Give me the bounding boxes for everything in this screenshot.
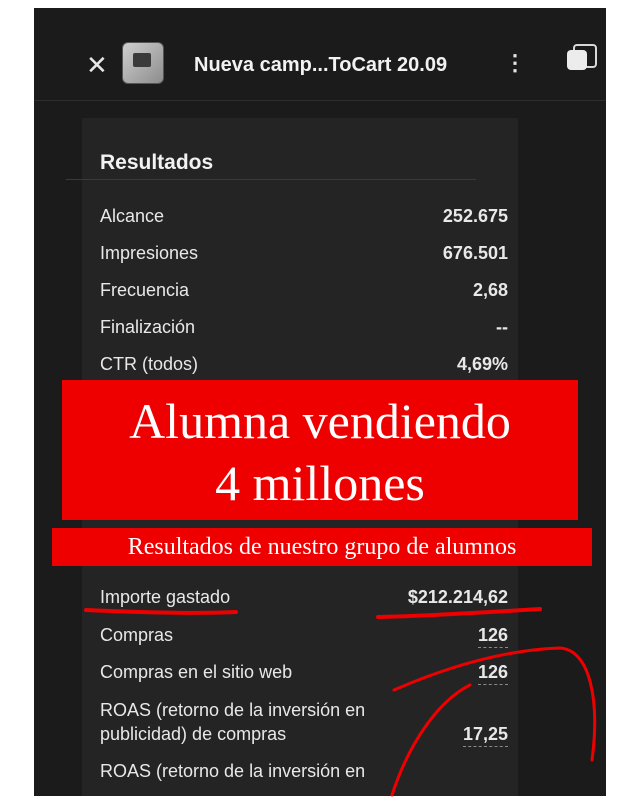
campaign-title: Nueva camp...ToCart 20.09: [194, 54, 448, 76]
metric-row-frecuencia: [100, 280, 508, 310]
headline-banner: [62, 380, 578, 520]
metric-label-line2: publicidad) de compras: [100, 724, 287, 744]
metric-row-compras: [100, 625, 508, 655]
metric-value: 252.675: [442, 206, 508, 226]
metric-label: Compras en el sitio web: [100, 662, 293, 682]
metric-row-alcance: [100, 206, 508, 236]
metric-value[interactable]: 126: [478, 625, 508, 648]
kebab-menu-icon[interactable]: ⋮: [504, 50, 526, 75]
metric-label: ROAS (retorno de la inversión en: [100, 700, 366, 720]
metric-label: Frecuencia: [100, 280, 190, 300]
metric-value: 2,68: [472, 280, 508, 300]
results-heading: Resultados: [100, 151, 214, 174]
banner-line-2: 4 millones: [215, 455, 425, 511]
section-divider: [66, 179, 476, 180]
metric-row-importe-gastado: [100, 587, 508, 617]
banner-line-1: Alumna vendiendo: [129, 393, 511, 449]
metric-label: Alcance: [100, 206, 165, 226]
metric-value[interactable]: 126: [478, 662, 508, 685]
campaign-thumbnail: [122, 42, 164, 84]
metric-label: Importe gastado: [100, 587, 231, 607]
metric-label: Impresiones: [100, 243, 199, 263]
metric-row-impresiones: [100, 243, 508, 273]
metric-row-finalizacion: [100, 317, 508, 347]
top-bar: [34, 8, 606, 101]
metric-value: 4,69%: [456, 354, 508, 374]
close-icon[interactable]: ✕: [86, 50, 108, 80]
metric-value[interactable]: 17,25: [463, 724, 508, 747]
metric-value: --: [496, 317, 508, 337]
copy-icon[interactable]: [566, 42, 596, 72]
metric-row-roas-compras: [100, 700, 508, 760]
metric-label: CTR (todos): [100, 354, 199, 374]
metric-label: ROAS (retorno de la inversión en: [100, 761, 366, 781]
metric-value: $212.214,62: [407, 587, 508, 607]
metric-label: Compras: [100, 625, 174, 645]
metric-label: Finalización: [100, 317, 196, 337]
metric-row-roas-partial: [100, 761, 508, 791]
metric-row-compras-sitio-web: [100, 662, 508, 692]
metric-value: 676.501: [442, 243, 508, 263]
subheadline-banner: Resultados de nuestro grupo de alumnos: [52, 528, 592, 566]
